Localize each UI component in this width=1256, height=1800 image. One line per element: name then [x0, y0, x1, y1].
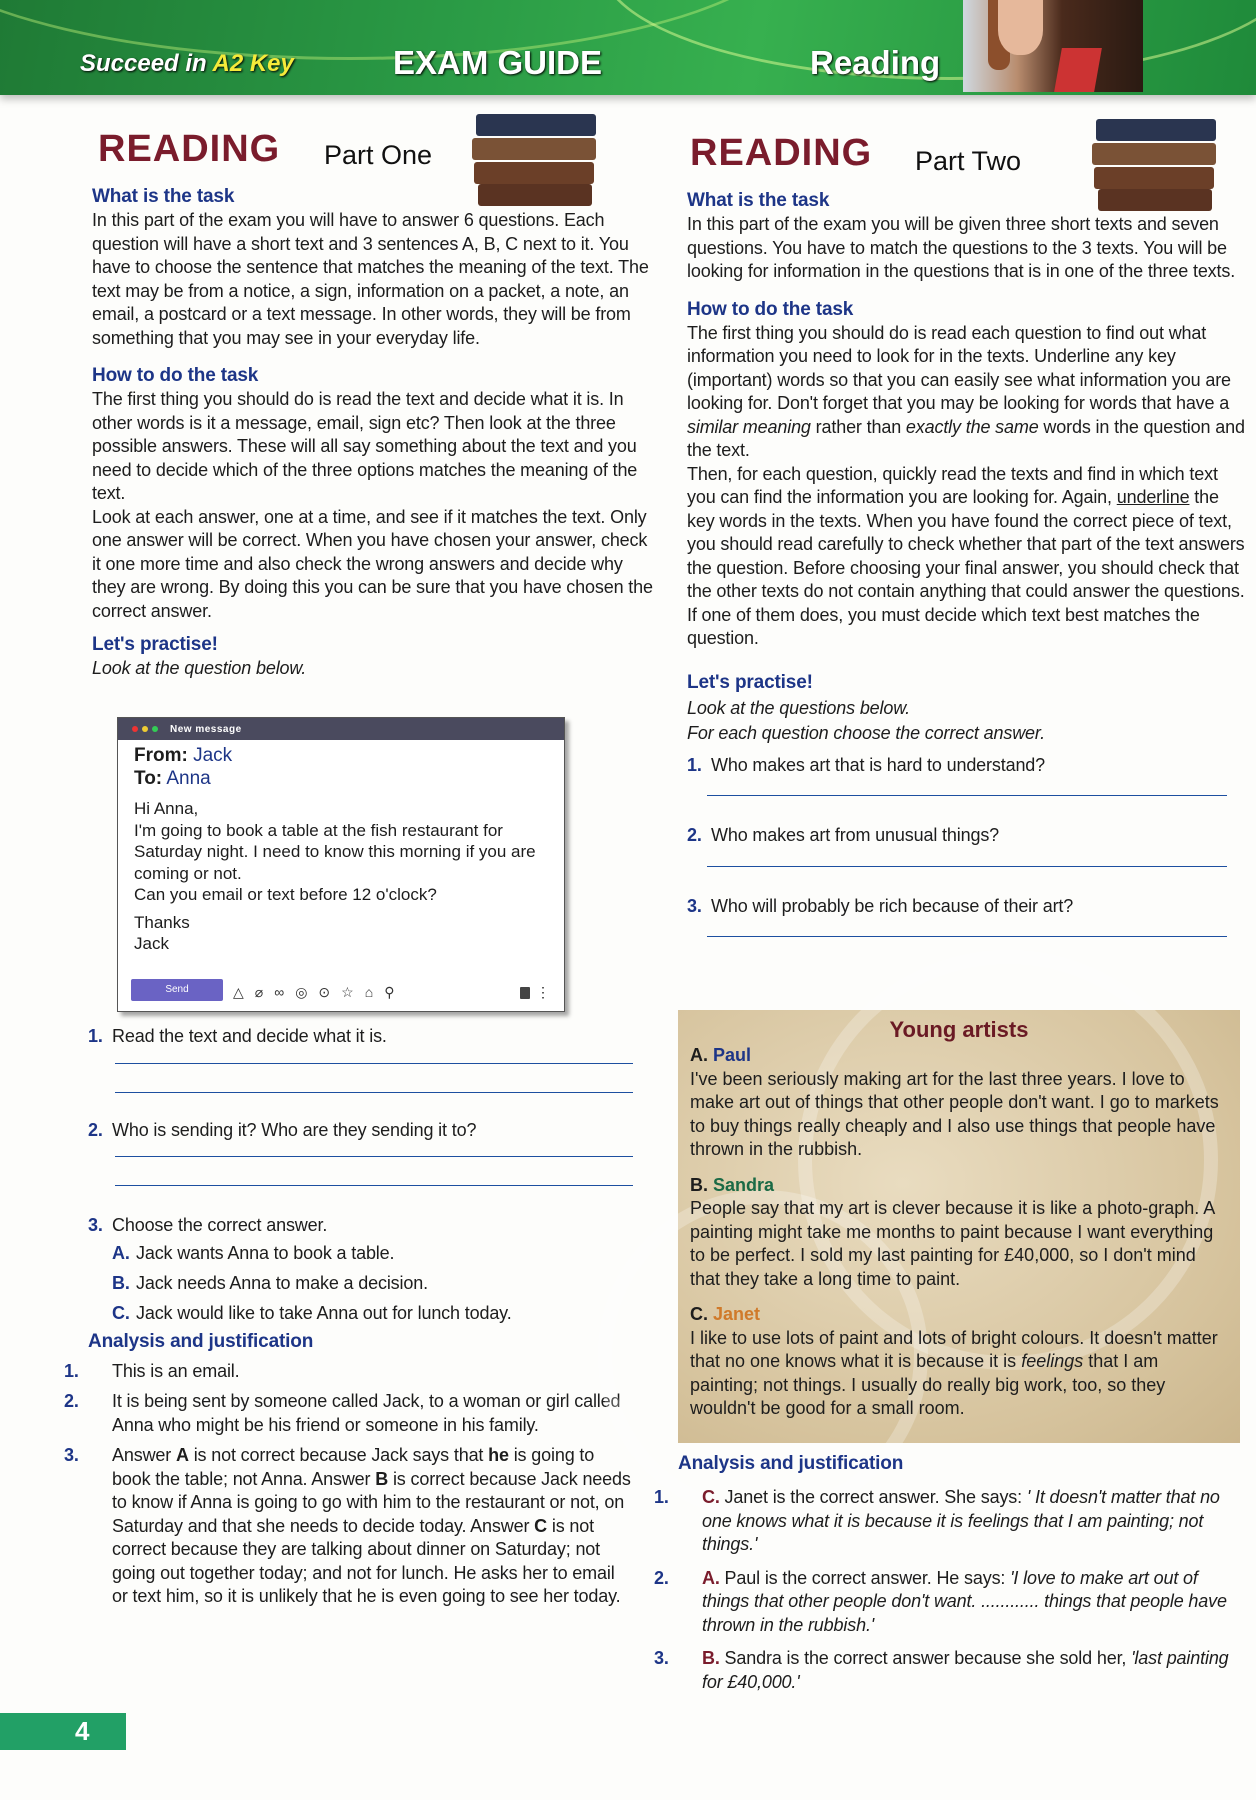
- exam-guide-title: EXAM GUIDE: [393, 44, 603, 81]
- share-icon[interactable]: ∞: [274, 984, 285, 1000]
- analysis-text: is not correct because they are talking about dinner on Saturday; not going out together today; and not for lunch. He asks her to email or text him, so it is unlikely that he is even going to see her today.: [112, 1515, 621, 1606]
- question-item: [88, 1214, 633, 1238]
- text: rather than: [810, 416, 906, 437]
- task-text: In this part of the exam you will be given three short texts and seven questions. You have to match the questions to the 3 texts. You will be looking for information in the questions that is in one of the three texts.: [687, 214, 1236, 281]
- task-text: In this part of the exam you will have to answer 6 questions. Each question will have a short text and 3 sentences A, B, C next to it. You have to choose the sentence that matches the meaning of the text. The text may be from a notice, a sign, information on a packet, a note, an email, a postcard or a text message. In other words, they will be from something that you may see in your everyday life.: [92, 210, 649, 348]
- box-title: Young artists: [889, 1017, 1029, 1042]
- analysis-heading: Analysis and justification: [88, 1330, 314, 1352]
- text: that I am painting; not things. I usually do really big work, too, so they wouldn't be good for a small room.: [690, 1351, 1166, 1418]
- analysis-heading: Analysis and justification: [678, 1453, 904, 1474]
- emphasis: feelings: [1021, 1351, 1084, 1371]
- text: I like to use lots of paint and lots of bright colours. It doesn't matter that no one knows what it is because it is: [690, 1327, 1218, 1371]
- how-text: Look at each answer, one at a time, and see if it matches the text. Only one answer will be correct. When you have chosen your answer, check it one more time and also check the wrong answers and decide why they are wrong. By doing this you can be sure that you have chosen the correct answer.: [92, 506, 653, 621]
- analysis-text: Answer: [112, 1445, 176, 1465]
- window-title: New message: [170, 724, 242, 735]
- star-icon[interactable]: ☆: [341, 984, 354, 1000]
- analysis-number: 2.: [64, 1391, 79, 1411]
- answer-line[interactable]: [115, 1092, 633, 1093]
- option-letter: C.: [112, 1302, 130, 1323]
- email-titlebar: [118, 718, 564, 740]
- location-icon[interactable]: ⊙: [318, 984, 331, 1000]
- analysis-item: [654, 1647, 1238, 1694]
- quote: 'last painting for £40,000.': [702, 1648, 1229, 1692]
- artist-text: [690, 1327, 1228, 1421]
- emphasis: underline: [1116, 487, 1190, 507]
- artist-text: I've been seriously making art for the last three years. I love to make art out of things that other people don't want. I go to markets to buy things really cheaply and I also use things that people have thrown in the rubbish.: [690, 1068, 1219, 1159]
- email-body: [118, 740, 564, 959]
- question-text: Who is sending it? Who are they sending it to?: [112, 1119, 477, 1140]
- analysis-number: 3.: [654, 1648, 669, 1668]
- answer-line[interactable]: [707, 866, 1227, 867]
- analysis-number: 3.: [64, 1445, 79, 1465]
- part-two-content: [687, 189, 1247, 937]
- part-one-content: [92, 185, 657, 681]
- series-title: [80, 50, 294, 78]
- option-text: Jack would like to take Anna out for lunch today.: [136, 1302, 512, 1323]
- analysis-number: 1.: [64, 1360, 79, 1381]
- option-letter: A.: [112, 1242, 130, 1263]
- answer-letter: C: [534, 1515, 548, 1536]
- question-number: 3.: [88, 1215, 103, 1235]
- artist-letter: B.: [690, 1174, 708, 1195]
- succeed-text: Succeed in: [80, 50, 207, 77]
- brand-name: A2 Key: [212, 50, 294, 77]
- analysis-item: [654, 1486, 1238, 1557]
- minimize-dot-icon: [142, 726, 148, 732]
- format-text-icon[interactable]: △: [233, 984, 244, 1000]
- practise-instruction: Look at the question below.: [92, 658, 307, 678]
- analysis-text: is not correct because Jack says that: [188, 1445, 489, 1465]
- artist-text: People say that my art is clever because it is like a photo-graph. A painting might take me months to paint because I want everything to be perfect. I sold my last painting for £40,000, so I don't mind that they take a long time to paint.: [690, 1198, 1215, 1289]
- maximize-dot-icon: [152, 726, 158, 732]
- trash-icon[interactable]: [520, 987, 530, 999]
- part-one-questions: [64, 1025, 633, 1609]
- artist-letter: C.: [690, 1304, 708, 1324]
- send-button[interactable]: Send: [131, 979, 223, 1001]
- email-message: I'm going to book a table at the fish restaurant for Saturday night. I need to know this morning if you are coming or not.: [134, 820, 536, 883]
- analysis-text: This is an email.: [112, 1360, 240, 1381]
- attach-icon[interactable]: ⌀: [254, 984, 264, 1000]
- option-text: Jack needs Anna to make a decision.: [136, 1272, 428, 1293]
- page-header: [0, 0, 1256, 95]
- option-letter: B.: [112, 1272, 130, 1293]
- young-artists-box: [678, 1010, 1240, 1443]
- quote: ' It doesn't matter that no one knows what it is because it is feelings that I am painting; not things.': [702, 1487, 1220, 1554]
- artist-entry: [690, 1044, 1228, 1162]
- answer-line[interactable]: [707, 936, 1227, 937]
- practise-instruction: For each question choose the correct answer.: [687, 723, 1045, 743]
- answer-letter: B.: [702, 1648, 720, 1668]
- answer-line[interactable]: [707, 795, 1227, 796]
- question-item: [687, 754, 1247, 778]
- part-two-title: READING: [690, 132, 873, 174]
- question-item: [88, 1025, 633, 1049]
- question-number: 1.: [687, 754, 702, 775]
- artist-name: Sandra: [713, 1174, 775, 1195]
- option-a[interactable]: [112, 1238, 633, 1268]
- answer-line[interactable]: [115, 1063, 633, 1064]
- artist-letter: A.: [690, 1045, 708, 1065]
- question-number: 2.: [687, 825, 702, 845]
- question-number: 3.: [687, 895, 702, 916]
- question-text: Who makes art from unusual things?: [711, 825, 1000, 845]
- question-item: [88, 1119, 633, 1143]
- answer-line[interactable]: [115, 1156, 633, 1157]
- question-number: 1.: [88, 1026, 103, 1046]
- artist-name: Paul: [713, 1045, 752, 1065]
- how-text: [687, 463, 1247, 651]
- part-one-label: Part One: [324, 140, 433, 170]
- question-text: Who will probably be rich because of their art?: [711, 895, 1074, 916]
- question-item: [687, 895, 1247, 919]
- answer-letter: A.: [702, 1567, 720, 1588]
- answer-letter: C.: [702, 1487, 720, 1507]
- analysis-item: [64, 1390, 633, 1437]
- email-toolbar: [233, 984, 394, 1001]
- how-text: [687, 322, 1247, 463]
- analysis-number: 1.: [654, 1487, 669, 1507]
- option-text: Jack wants Anna to book a table.: [136, 1242, 395, 1263]
- how-heading: How to do the task: [92, 365, 259, 386]
- how-text: The first thing you should do is read the text and decide what it is. In other words is it a message, email, sign etc? Then look at the three possible answers. These will all say something about the text and you need to decide which of the three options matches the meaning of the text.: [92, 389, 638, 503]
- home-icon[interactable]: ⌂: [364, 984, 374, 1000]
- reading-woman-photo: [963, 0, 1143, 92]
- search-icon[interactable]: ⚲: [384, 984, 395, 1000]
- text: Then, for each question, quickly read the texts and find in which text you can find the information you are looking for. Again,: [687, 463, 1218, 507]
- practise-instruction: Look at the questions below.: [687, 697, 910, 718]
- artist-name: Janet: [713, 1304, 761, 1324]
- answer-letter: B: [375, 1468, 389, 1489]
- text: words in the question and the text.: [687, 416, 1245, 460]
- task-heading: What is the task: [687, 190, 830, 211]
- analysis-text: Paul is the correct answer. He says:: [719, 1567, 1011, 1588]
- email-message: Can you email or text before 12 o'clock?: [134, 885, 437, 904]
- option-b[interactable]: [112, 1268, 633, 1298]
- question-text: Read the text and decide what it is.: [112, 1026, 387, 1046]
- question-item: [687, 824, 1247, 848]
- text: The first thing you should do is read each question to find out what information you need to look for in the texts. Underline any key (important) words so that you can easily see what information you are looking for. Don't forget that you may be looking for words that have a: [687, 322, 1231, 413]
- emphasis: exactly the same: [905, 416, 1039, 437]
- email-closing: Thanks: [134, 912, 190, 932]
- artist-entry: [690, 1174, 1228, 1292]
- part-two-analysis: [654, 1452, 1238, 1694]
- analysis-text: is going to book the table; not Anna. Answer: [112, 1445, 595, 1489]
- analysis-text: Janet is the correct answer. She says:: [719, 1487, 1027, 1507]
- emphasis: he: [488, 1445, 509, 1465]
- part-one-title: READING: [98, 128, 281, 170]
- quote: 'I love to make art out of things that other people don't want. ............ things that people have thrown in the rubbish.': [702, 1567, 1227, 1635]
- to-label: To:: [134, 768, 163, 789]
- analysis-text: is correct because Jack needs to know if Anna is going to go with him to the restaurant or not, on Saturday and that she needs to decide today. Answer: [112, 1468, 631, 1536]
- analysis-item: [64, 1360, 633, 1384]
- from-label: From:: [134, 745, 188, 766]
- part-two-label: Part Two: [915, 146, 1022, 176]
- email-greeting: Hi Anna,: [134, 799, 199, 818]
- analysis-text: It is being sent by someone called Jack, to a woman or girl called Anna who might be his friend or someone in his family.: [112, 1391, 621, 1435]
- emphasis: similar meaning: [687, 416, 811, 437]
- analysis-item: [654, 1567, 1238, 1638]
- email-signature: Jack: [134, 934, 169, 953]
- camera-icon[interactable]: ◎: [295, 984, 308, 1000]
- practise-heading: Let's practise!: [687, 671, 813, 693]
- from-value: Jack: [193, 745, 233, 766]
- practise-heading: Let's practise!: [92, 634, 218, 655]
- email-window: [117, 717, 565, 1012]
- analysis-item: [64, 1444, 633, 1609]
- to-value: Anna: [166, 768, 211, 789]
- text: the key words in the texts. When you have found the correct piece of text, you should read carefully to check whether that part of the text answers the question. Before choosing your final answer, you should check that the other texts do not contain anything that could answer the questions. If one of them does, you must decide which text best matches the question.: [687, 487, 1245, 648]
- question-text: Choose the correct answer.: [112, 1215, 328, 1235]
- question-number: 2.: [88, 1119, 103, 1140]
- analysis-text: Sandra is the correct answer because she sold her,: [719, 1648, 1132, 1668]
- section-title: Reading: [810, 44, 941, 81]
- artist-entry: [690, 1303, 1228, 1421]
- analysis-number: 2.: [654, 1567, 669, 1588]
- close-dot-icon: [132, 726, 138, 732]
- answer-options: [88, 1238, 633, 1328]
- how-heading: How to do the task: [687, 298, 854, 320]
- page-number: 4: [0, 1713, 126, 1750]
- task-heading: What is the task: [92, 186, 235, 207]
- option-c[interactable]: [112, 1298, 633, 1328]
- answer-letter: A: [175, 1445, 189, 1465]
- more-options-icon[interactable]: ⋮: [536, 984, 550, 1000]
- question-text: Who makes art that is hard to understand?: [711, 754, 1046, 775]
- answer-line[interactable]: [115, 1185, 633, 1186]
